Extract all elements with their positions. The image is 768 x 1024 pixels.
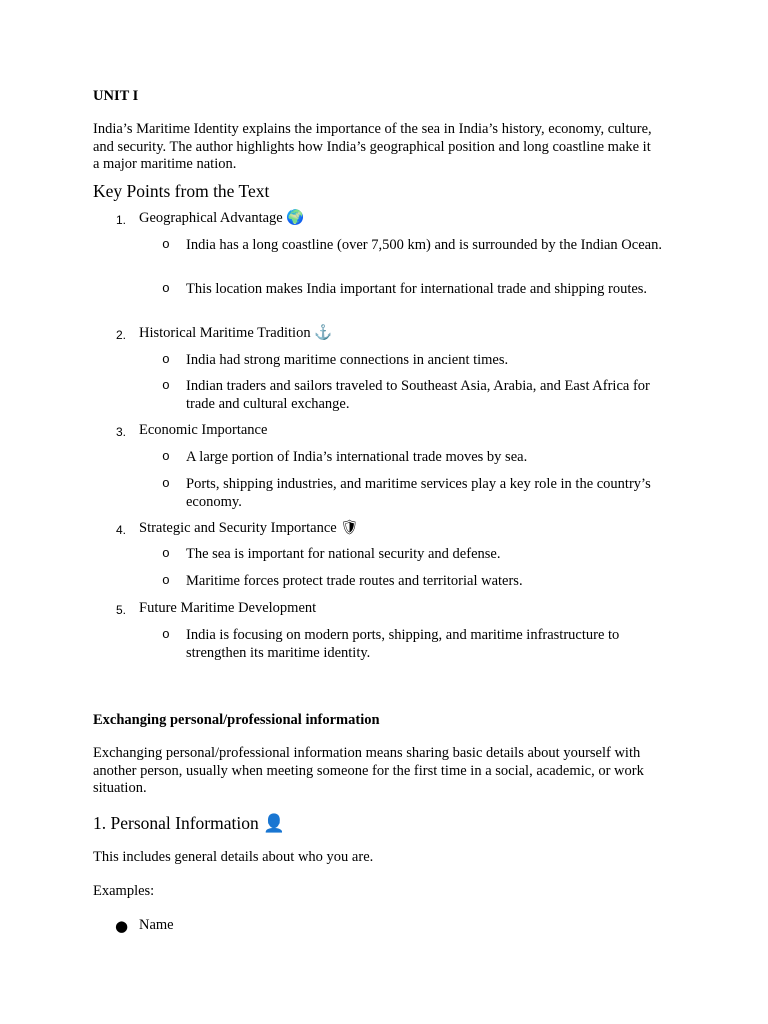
exchanging-title: Exchanging personal/professional information: [93, 712, 380, 728]
sub-list-item: Maritime forces protect trade routes and territorial waters.: [186, 573, 523, 589]
example-item: Name: [139, 917, 174, 933]
list-item-label: Economic Importance: [139, 422, 268, 438]
sub-bullet-icon: o: [162, 476, 170, 491]
key-points-heading: Key Points from the Text: [93, 181, 270, 201]
list-number: 4.: [116, 523, 127, 537]
examples-label: Examples:: [93, 883, 155, 899]
sub-bullet-icon: o: [162, 627, 170, 642]
list-item-label: Strategic and Security Importance 🛡: [139, 520, 359, 536]
sub-list-item: The sea is important for national security and defense.: [186, 546, 501, 562]
sub-list-item: India had strong maritime connections in ancient times.: [186, 352, 509, 368]
personal-info-text: This includes general details about who you are.: [93, 849, 374, 865]
unit-intro-paragraph: India’s Maritime Identity explains the importance of the sea in India’s history, economy, culture, and security. The author highlights how India’s geographical position and long coastline make it a major maritime nation.: [93, 121, 652, 172]
exchanging-intro-paragraph: Exchanging personal/professional information means sharing basic details about yourself with another person, usually when meeting someone for the first time in a social, academic, or work situation.: [93, 745, 644, 796]
sub-list-item: Ports, shipping industries, and maritime services play a key role in the country’s economy.: [186, 476, 651, 510]
personal-info-heading: 1. Personal Information 👤: [93, 813, 285, 833]
list-number: 5.: [116, 603, 127, 617]
sub-bullet-icon: o: [162, 237, 170, 252]
sub-bullet-icon: o: [162, 378, 170, 393]
bullet-icon: ●: [115, 917, 129, 935]
sub-list-item: India has a long coastline (over 7,500 km) and is surrounded by the Indian Ocean.: [186, 237, 662, 253]
unit-title: UNIT I: [93, 88, 139, 104]
sub-list-item: This location makes India important for international trade and shipping routes.: [186, 281, 648, 297]
sub-list-item: Indian traders and sailors traveled to Southeast Asia, Arabia, and East Africa for trade and cultural exchange.: [186, 378, 650, 412]
sub-bullet-icon: o: [162, 573, 170, 588]
list-item-label: Future Maritime Development: [139, 600, 317, 616]
sub-list-item: A large portion of India’s international trade moves by sea.: [186, 449, 528, 465]
list-item-label: Historical Maritime Tradition ⚓: [139, 325, 333, 341]
sub-bullet-icon: o: [162, 546, 170, 561]
list-number: 3.: [116, 425, 127, 439]
sub-list-item: India is focusing on modern ports, shipping, and maritime infrastructure to strengthen its maritime identity.: [186, 627, 620, 661]
list-number: 2.: [116, 328, 127, 342]
sub-bullet-icon: o: [162, 281, 170, 296]
list-item-label: Geographical Advantage 🌍: [139, 210, 305, 226]
sub-bullet-icon: o: [162, 352, 170, 367]
list-number: 1.: [116, 213, 127, 227]
sub-bullet-icon: o: [162, 449, 170, 464]
